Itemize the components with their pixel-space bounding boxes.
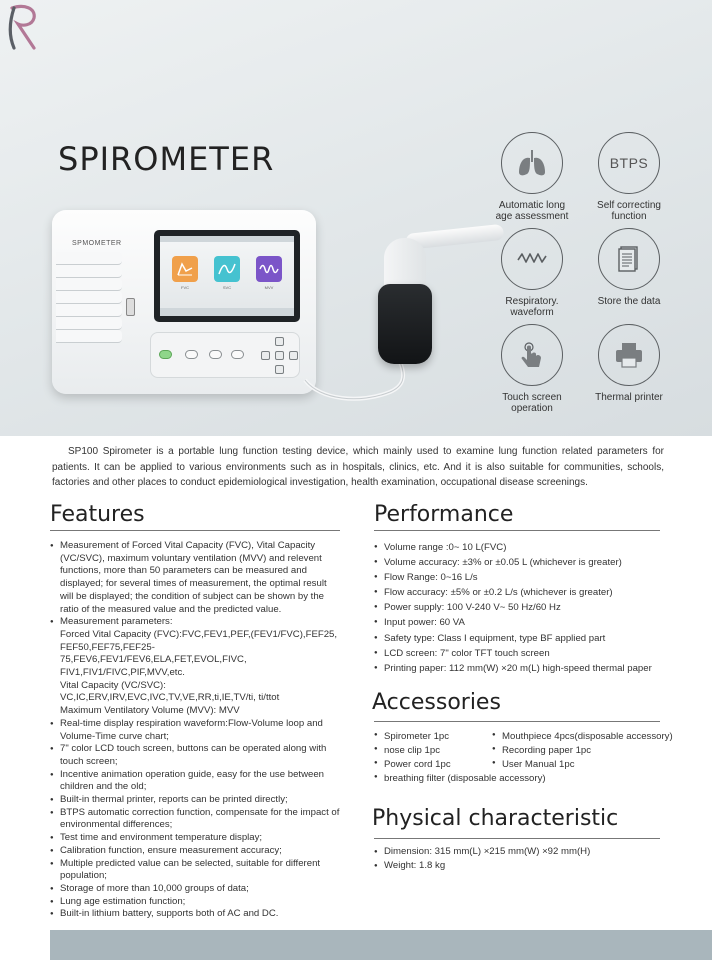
physical-heading: Physical characteristic (372, 806, 619, 831)
features-rule (50, 530, 340, 531)
feature-item: ● Multiple predicted value can be selected, suitable for different population; (50, 858, 340, 883)
accessory-item: ● User Manual 1pc (492, 759, 575, 773)
feature-subitem: Maximum Ventilatory Volume (MVV): MVV (60, 705, 240, 717)
lungs-icon (515, 146, 549, 180)
feature-item: ● Incentive animation operation guide, easy for the use between children and the old; (50, 769, 340, 794)
performance-item: ● Volume range :0~ 10 L(FVC) (374, 540, 674, 555)
performance-item: ● Flow accuracy: ±5% or ±0.2 L/s (whichever is greater) (374, 585, 674, 600)
accessories-grid (374, 731, 674, 787)
accessory-row (374, 759, 674, 773)
feature-item: ● Measurement parameters: (50, 616, 340, 629)
btps-icon: BTPS (609, 155, 649, 171)
nav-up-key (275, 337, 284, 346)
accessory-item: ● Mouthpiece 4pcs(disposable accessory) (492, 731, 673, 745)
physical-item: ● Weight: 1.8 kg (374, 859, 674, 873)
physical-list (374, 845, 674, 873)
spirometer-device-image (52, 206, 322, 396)
touch-icon (515, 338, 549, 372)
performance-item: ● LCD screen: 7" color TFT touch screen (374, 646, 674, 661)
performance-item: ● Input power: 60 VA (374, 615, 674, 630)
feature-waveform: Respiratory. waveform (477, 228, 587, 318)
features-heading: Features (50, 502, 145, 527)
feature-touch-screen: Touch screen operation (477, 324, 587, 414)
feature-lung-age: Automatic long age assessment (477, 132, 587, 222)
intro-paragraph: SP100 Spirometer is a portable lung function testing device, which mainly used to examine lung function related parameters for patients. It can be applied to various environments such as in hospitals, clinics, etc. And it is also suitable for communities, schools, factories and other places to conduct epidemiological investigation, health examination, occupational disease screenings. (52, 446, 664, 488)
features-list (50, 540, 340, 921)
performance-item: ● Flow Range: 0~16 L/s (374, 570, 674, 585)
feature-subitem: Vital Capacity (VC/SVC): VC,IC,ERV,IRV,EVC,IVC,TV,VE,RR,ti,IE,TV/ti, ti/ttot (60, 679, 280, 704)
accessory-item: ● breathing filter (disposable accessory) (374, 773, 492, 787)
svc-app-icon (214, 256, 240, 282)
accessory-item: ● nose clip 1pc (374, 745, 492, 759)
physical-item: ● Dimension: 315 mm(L) ×215 mm(W) ×92 mm(H) (374, 845, 674, 859)
wave-icon (515, 242, 549, 276)
device-label: SPMOMETER (72, 240, 122, 247)
feature-item: ● Storage of more than 10,000 groups of data; (50, 883, 340, 896)
accessories-heading: Accessories (372, 690, 501, 715)
flow-sensor-handle (376, 238, 436, 364)
feature-subitem: Forced Vital Capacity (FVC):FVC,FEV1,PEF,(FEV1/FVC),FEF25, FEF50,FEF75,FEF25-75,FEV6,FEV1/FEV6,ELA,FET,EVOL,FIVC, FIV1,FIV1/FIVC,PIF,MVV,etc. (60, 628, 338, 679)
feature-item: ● Calibration function, ensure measurement accuracy; (50, 845, 340, 858)
paper-latch (126, 298, 135, 316)
performance-item: ● Printing paper: 112 mm(W) ×20 m(L) high-speed thermal paper (374, 661, 674, 676)
performance-item: ● Safety type: Class I equipment, type BF applied part (374, 631, 674, 646)
control-panel (150, 332, 300, 378)
nav-right-key (289, 351, 298, 360)
feature-store-data: Store the data (574, 228, 684, 307)
performance-item: ● Volume accuracy: ±3% or ±0.05 L (whichever is greater) (374, 555, 674, 570)
printer-icon (612, 338, 646, 372)
accessory-item: ● Power cord 1pc (374, 759, 492, 773)
page-title: SPIROMETER (58, 140, 275, 178)
footer-bar (50, 930, 712, 960)
accessory-item: ● Recording paper 1pc (492, 745, 591, 759)
start-key (159, 350, 172, 359)
accessory-row (374, 731, 674, 745)
feature-item: ● Measurement of Forced Vital Capacity (FVC), Vital Capacity (VC/SVC), maximum voluntary ventilation (MVV) and relevent functions, more than 50 parameters can be measured and displayed; for several times of measurement, the optimal result will be displayed; the condition of subject can be shown by the ratio of the measured value and the predicted value. (50, 540, 340, 616)
feature-btps: BTPS Self correcting function (574, 132, 684, 222)
document-icon (612, 242, 646, 276)
paper-compartment (56, 252, 122, 348)
mvv-app-icon (256, 256, 282, 282)
brand-logo (4, 2, 42, 52)
feature-item: ● Real-time display respiration waveform:Flow-Volume loop and Volume-Time curve chart; (50, 718, 340, 743)
performance-rule (374, 530, 660, 531)
feature-thermal-printer: Thermal printer (574, 324, 684, 403)
nav-left-key (261, 351, 270, 360)
device-screen: FVC SVC MVV (154, 230, 300, 322)
feature-item: ● 7" color LCD touch screen, buttons can be operated along with touch screen; (50, 743, 340, 768)
feature-item: ● Test time and environment temperature display; (50, 832, 340, 845)
nav-down-key (275, 365, 284, 374)
feature-item: ● Built-in thermal printer, reports can be printed directly; (50, 794, 340, 807)
physical-rule (374, 838, 660, 839)
accessories-rule (374, 721, 660, 722)
accessory-row (374, 773, 674, 787)
feature-item: ● Built-in lithium battery, supports both of AC and DC. (50, 908, 340, 921)
performance-item: ● Power supply: 100 V-240 V~ 50 Hz/60 Hz (374, 600, 674, 615)
feature-item: ● Lung age estimation function; (50, 896, 340, 909)
hero-banner (0, 0, 712, 436)
accessory-row (374, 745, 674, 759)
feature-item: ● BTPS automatic correction function, compensate for the impact of environmental differences; (50, 807, 340, 832)
accessory-item: ● Spirometer 1pc (374, 731, 492, 745)
nav-ok-key (275, 351, 284, 360)
performance-heading: Performance (374, 502, 514, 527)
fvc-app-icon (172, 256, 198, 282)
performance-list (374, 540, 674, 676)
